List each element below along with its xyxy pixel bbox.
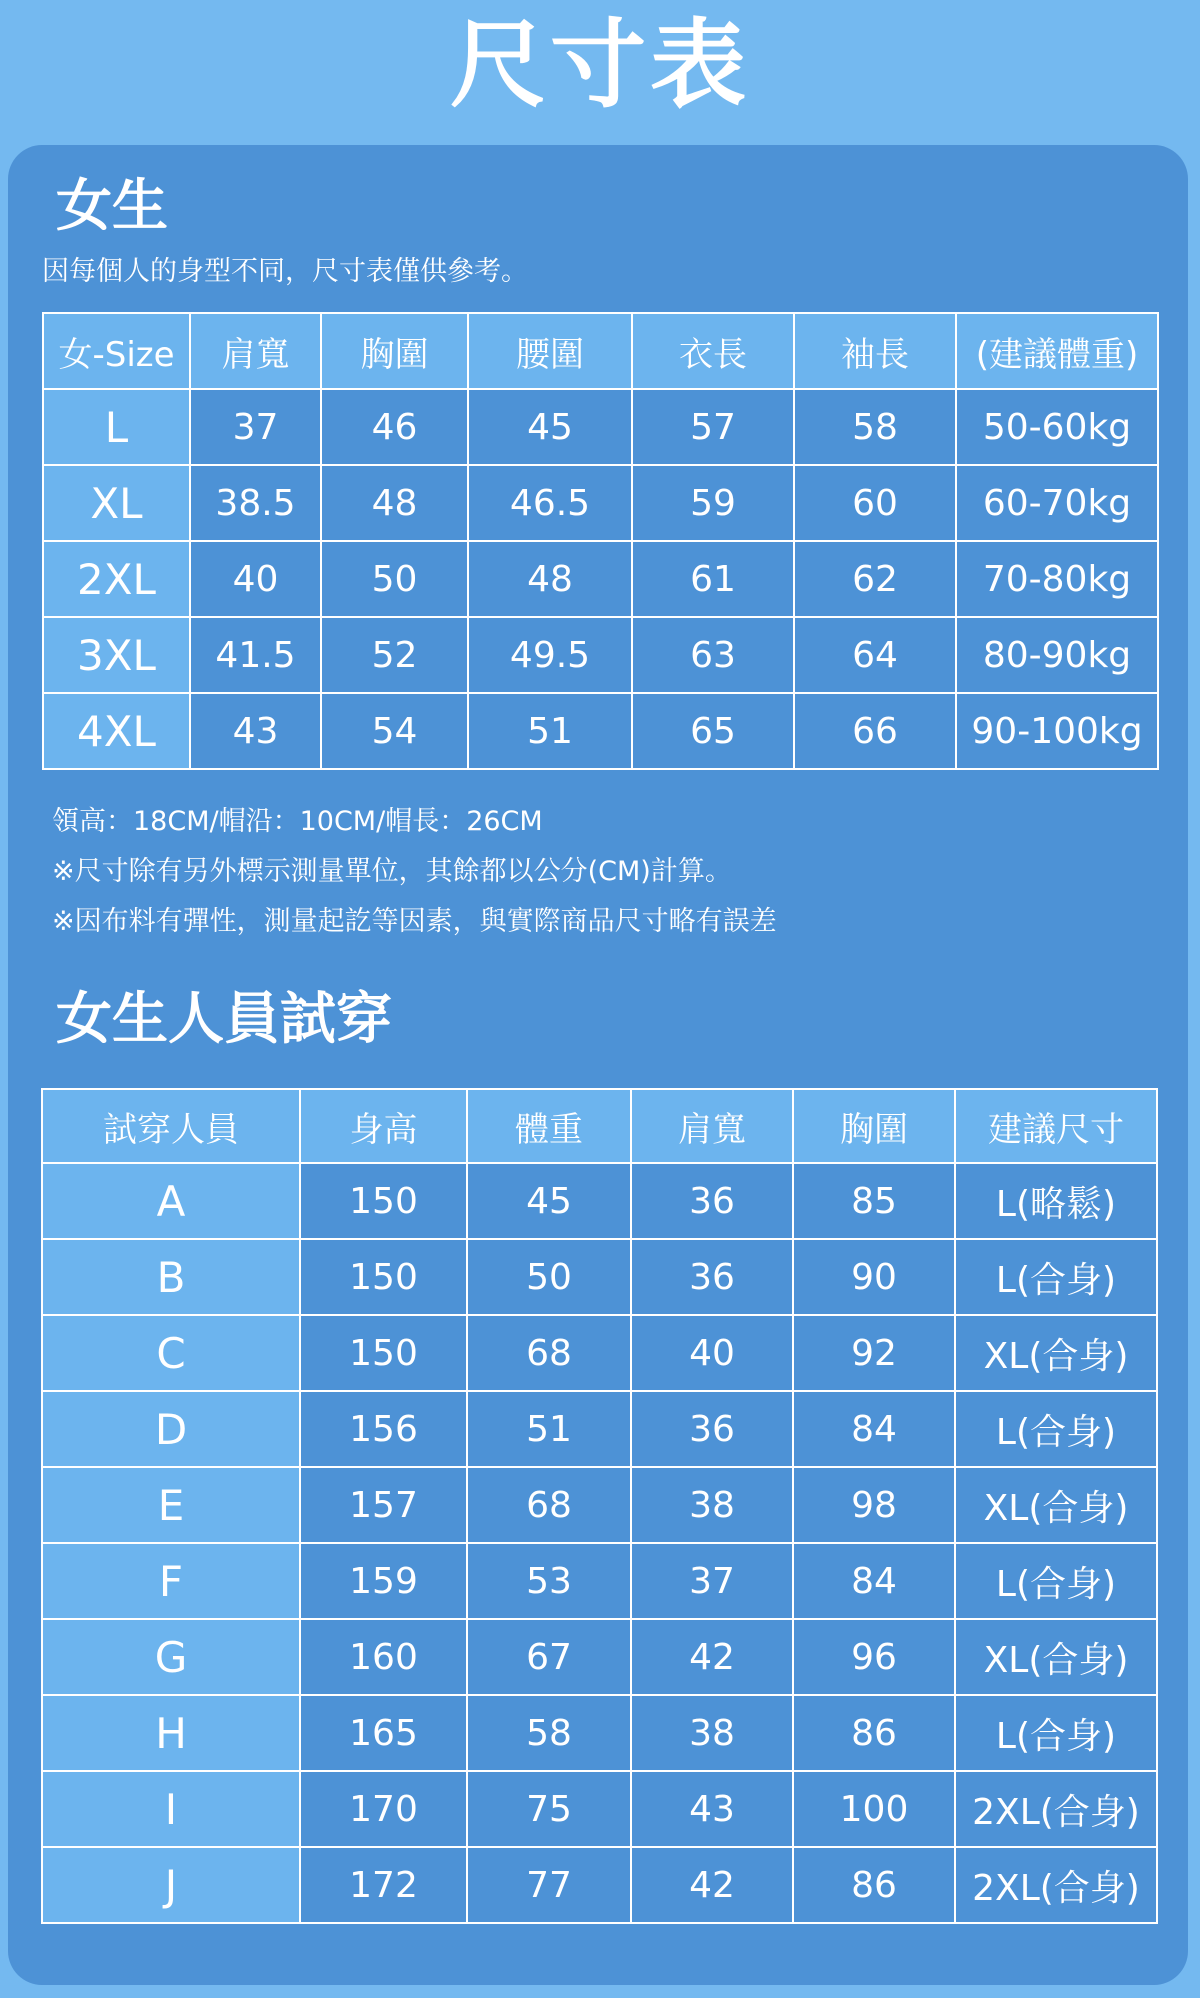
fitting-table-cell: 92 [793,1315,955,1391]
size-table-cell: 45 [468,389,632,465]
fitting-table-cell: 36 [631,1391,793,1467]
fitting-table-cell: 50 [467,1239,631,1315]
fitting-table-cell: XL(合身) [955,1467,1157,1543]
fitting-table-row [42,1391,1157,1467]
fitting-row-label: D [42,1391,300,1467]
fitting-row-label: B [42,1239,300,1315]
fitting-table-row [42,1847,1157,1923]
size-row-label: XL [43,465,190,541]
fitting-table-cell: 85 [793,1163,955,1239]
size-column-header: 袖長 [794,313,956,389]
fitting-table-cell: 68 [467,1315,631,1391]
fitting-table-cell: L(合身) [955,1239,1157,1315]
fitting-table-row [42,1315,1157,1391]
women-section-heading: 女生 [56,174,168,239]
fitting-table-cell: 150 [300,1315,467,1391]
fitting-row-label: E [42,1467,300,1543]
fitting-table-cell: 98 [793,1467,955,1543]
size-table-cell: 43 [190,693,321,769]
fitting-table-cell: 67 [467,1619,631,1695]
fitting-table-cell: 53 [467,1543,631,1619]
size-table-cell: 46.5 [468,465,632,541]
size-table-cell: 37 [190,389,321,465]
fitting-table-cell: 2XL(合身) [955,1771,1157,1847]
fitting-table [41,1088,1158,1924]
fitting-row-label: I [42,1771,300,1847]
fitting-table-cell: 42 [631,1619,793,1695]
fitting-table-cell: 37 [631,1543,793,1619]
size-table-cell: 59 [632,465,794,541]
size-table-cell: 57 [632,389,794,465]
fitting-table-cell: 96 [793,1619,955,1695]
fitting-table-row [42,1771,1157,1847]
size-column-header: 腰圍 [468,313,632,389]
size-row-label: L [43,389,190,465]
size-table-cell: 66 [794,693,956,769]
fitting-table-cell: 58 [467,1695,631,1771]
fitting-table-cell: L(合身) [955,1391,1157,1467]
fitting-column-header: 建議尺寸 [955,1089,1157,1163]
size-table-row [43,465,1158,541]
fitting-table-cell: XL(合身) [955,1315,1157,1391]
women-size-table [42,312,1159,770]
fitting-table-cell: 36 [631,1163,793,1239]
fitting-table-cell: 172 [300,1847,467,1923]
fitting-table-cell: 2XL(合身) [955,1847,1157,1923]
size-table-cell: 51 [468,693,632,769]
size-table-cell: 38.5 [190,465,321,541]
size-table-cell: 60-70kg [956,465,1158,541]
fitting-table-row [42,1163,1157,1239]
fitting-table-cell: 68 [467,1467,631,1543]
fitting-row-label: G [42,1619,300,1695]
fitting-table-cell: 51 [467,1391,631,1467]
size-table-cell: 40 [190,541,321,617]
fitting-row-label: F [42,1543,300,1619]
fitting-table-cell: 84 [793,1543,955,1619]
fitting-table-cell: XL(合身) [955,1619,1157,1695]
fitting-table-cell: 40 [631,1315,793,1391]
size-table-cell: 90-100kg [956,693,1158,769]
fitting-table-cell: 45 [467,1163,631,1239]
fitting-table-row [42,1543,1157,1619]
size-table-cell: 52 [321,617,468,693]
fitting-table-cell: 84 [793,1391,955,1467]
note-line: ※尺寸除有另外標示測量單位，其餘都以公分(CM)計算。 [52,856,732,887]
size-table-cell: 50-60kg [956,389,1158,465]
fitting-table-cell: L(略鬆) [955,1163,1157,1239]
fitting-table-cell: L(合身) [955,1543,1157,1619]
fitting-table-row [42,1619,1157,1695]
fitting-table-cell: 77 [467,1847,631,1923]
note-line: 領高：18CM/帽沿：10CM/帽長：26CM [52,806,543,837]
fitting-table-cell: 42 [631,1847,793,1923]
size-table-cell: 70-80kg [956,541,1158,617]
fitting-table-cell: 36 [631,1239,793,1315]
size-table-cell: 46 [321,389,468,465]
fitting-row-label: H [42,1695,300,1771]
fitting-table-cell: 43 [631,1771,793,1847]
size-table-row [43,617,1158,693]
size-table-cell: 63 [632,617,794,693]
size-table-cell: 54 [321,693,468,769]
fitting-row-label: C [42,1315,300,1391]
fitting-row-label: A [42,1163,300,1239]
fitting-table-row [42,1239,1157,1315]
size-row-label: 2XL [43,541,190,617]
size-column-header: 肩寬 [190,313,321,389]
fitting-table-cell: 157 [300,1467,467,1543]
fitting-table-cell: 150 [300,1163,467,1239]
fitting-table-cell: 150 [300,1239,467,1315]
page-title: 尺寸表 [450,9,750,121]
size-table-cell: 50 [321,541,468,617]
size-table-cell: 48 [468,541,632,617]
size-table-cell: 62 [794,541,956,617]
size-reference-note: 因每個人的身型不同，尺寸表僅供參考。 [42,256,528,287]
fitting-table-cell: 165 [300,1695,467,1771]
fitting-column-header: 體重 [467,1089,631,1163]
fitting-table-cell: 86 [793,1695,955,1771]
note-line: ※因布料有彈性，測量起訖等因素，與實際商品尺寸略有誤差 [52,906,777,937]
size-column-header: 胸圍 [321,313,468,389]
fitting-table-cell: 170 [300,1771,467,1847]
size-table-cell: 49.5 [468,617,632,693]
fitting-column-header: 胸圍 [793,1089,955,1163]
size-table-cell: 48 [321,465,468,541]
size-table-row [43,693,1158,769]
size-column-header: (建議體重) [956,313,1158,389]
size-row-label: 4XL [43,693,190,769]
fitting-column-header: 試穿人員 [42,1089,300,1163]
fitting-table-cell: 75 [467,1771,631,1847]
fitting-table-row [42,1695,1157,1771]
fitting-table-cell: 160 [300,1619,467,1695]
size-table-cell: 58 [794,389,956,465]
measurement-notes [52,797,777,947]
size-table-cell: 80-90kg [956,617,1158,693]
fitting-table-cell: 38 [631,1695,793,1771]
fitting-table-cell: 100 [793,1771,955,1847]
size-row-label: 3XL [43,617,190,693]
fitting-table-cell: 156 [300,1391,467,1467]
fitting-table-cell: L(合身) [955,1695,1157,1771]
size-column-header: 衣長 [632,313,794,389]
fitting-table-cell: 159 [300,1543,467,1619]
fitting-table-cell: 86 [793,1847,955,1923]
size-table-row [43,541,1158,617]
fitting-row-label: J [42,1847,300,1923]
size-table-cell: 61 [632,541,794,617]
size-table-cell: 65 [632,693,794,769]
fitting-section-heading: 女生人員試穿 [56,987,392,1052]
size-column-header: 女-Size [43,313,190,389]
size-table-cell: 64 [794,617,956,693]
size-table-row [43,389,1158,465]
fitting-column-header: 身高 [300,1089,467,1163]
fitting-table-row [42,1467,1157,1543]
fitting-table-cell: 38 [631,1467,793,1543]
size-table-cell: 60 [794,465,956,541]
fitting-column-header: 肩寬 [631,1089,793,1163]
fitting-table-cell: 90 [793,1239,955,1315]
size-table-cell: 41.5 [190,617,321,693]
